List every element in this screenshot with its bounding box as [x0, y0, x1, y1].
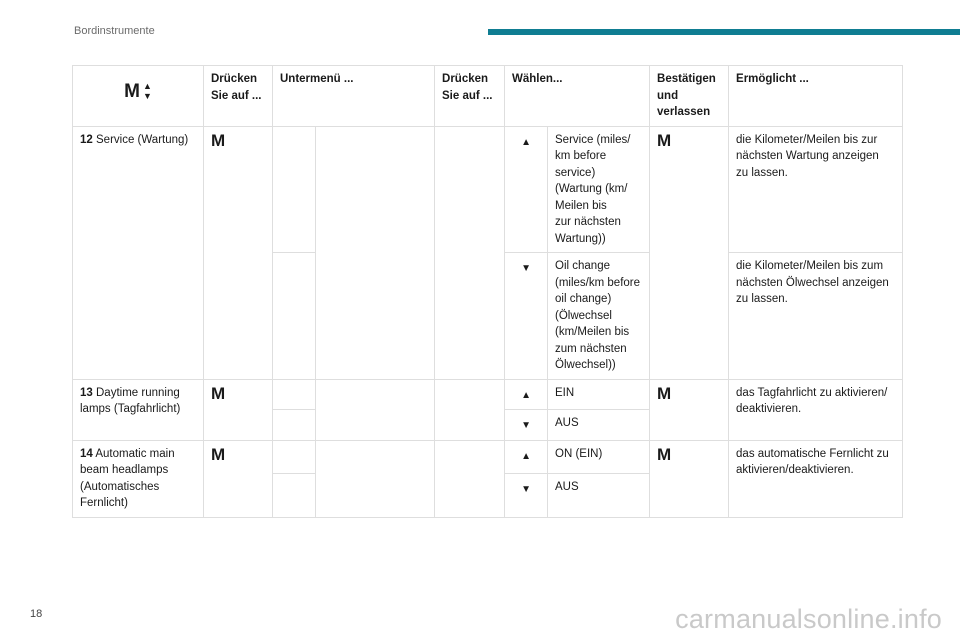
down-arrow-icon: ▼	[521, 420, 531, 431]
submenu-icon-cell	[273, 379, 316, 410]
watermark: carmanualsonline.info	[675, 604, 942, 634]
header-menu-icon-cell	[73, 66, 204, 127]
option-label: EIN	[548, 379, 650, 410]
column-header-press2: Drücken Sie auf ...	[435, 66, 505, 127]
column-header-select: Wählen...	[505, 66, 650, 127]
select-arrow-cell	[505, 474, 548, 517]
table-header-row	[73, 66, 903, 127]
column-header-confirm: Bestätigen und verlassen	[650, 66, 729, 127]
result-text: das automatische Fernlicht zu aktivieren/deaktivieren.	[729, 440, 903, 517]
table-row	[73, 379, 903, 410]
column-header-submenu: Untermenü ...	[273, 66, 435, 127]
m-button-icon: M	[211, 444, 226, 464]
up-arrow-icon: ▲	[521, 136, 531, 148]
option-label: ON (EIN)	[548, 440, 650, 474]
column-header-press1: Drücken Sie auf ...	[204, 66, 273, 127]
m-button-icon: M	[211, 130, 226, 150]
menu-item-label: Service (Wartung)	[96, 133, 189, 146]
select-arrow-cell	[505, 440, 548, 474]
submenu-cell	[316, 379, 435, 440]
press2-cell	[435, 440, 505, 517]
table-row	[73, 440, 903, 474]
option-label: AUS	[548, 474, 650, 517]
press-cell	[204, 440, 273, 517]
submenu-icon-cell	[273, 253, 316, 380]
settings-table	[72, 65, 903, 518]
result-text: die Kilometer/Meilen bis zum nächsten Ölwechsel anzeigen zu lassen.	[729, 253, 903, 380]
press2-cell	[435, 126, 505, 379]
confirm-cell	[650, 126, 729, 379]
result-text: das Tagfahrlicht zu aktivieren/ deaktivieren.	[729, 379, 903, 440]
menu-item-number: 12	[80, 133, 93, 146]
up-arrow-icon: ▲	[521, 389, 531, 401]
submenu-icon-cell	[273, 126, 316, 253]
submenu-cell	[316, 440, 435, 517]
option-label: AUS	[548, 410, 650, 441]
confirm-cell	[650, 440, 729, 517]
submenu-cell	[316, 126, 435, 379]
select-arrow-cell	[505, 126, 548, 253]
header-accent-bar	[488, 29, 960, 35]
page-number: 18	[30, 608, 43, 620]
m-button-icon: M	[657, 444, 672, 464]
menu-item-cell	[73, 379, 204, 440]
up-arrow-icon: ▲	[521, 450, 531, 462]
select-arrow-cell	[505, 253, 548, 380]
option-label: Service (miles/ km before service) (Wartung (km/ Meilen bis zur nächsten Wartung))	[548, 126, 650, 253]
menu-item-label: Automatic main beam headlamps (Automatisches Fernlicht)	[80, 447, 175, 509]
down-arrow-icon: ▼	[521, 484, 531, 496]
column-header-enables: Ermöglicht ...	[729, 66, 903, 127]
menu-item-label: Daytime running lamps (Tagfahrlicht)	[80, 386, 181, 415]
menu-item-number: 13	[80, 386, 93, 399]
down-arrow-icon: ▼	[521, 263, 531, 274]
m-button-icon: M	[124, 80, 140, 102]
menu-item-cell	[73, 126, 204, 379]
submenu-icon-cell	[273, 410, 316, 441]
press-cell	[204, 126, 273, 379]
m-button-icon: M	[657, 383, 672, 403]
header-section-title: Bordinstrumente	[74, 25, 155, 37]
submenu-icon-cell	[273, 440, 316, 474]
m-button-icon: M	[211, 383, 226, 403]
m-button-icon: M	[657, 130, 672, 150]
press-cell	[204, 379, 273, 440]
press2-cell	[435, 379, 505, 440]
submenu-icon-cell	[273, 474, 316, 517]
table-row	[73, 126, 903, 253]
select-arrow-cell	[505, 410, 548, 441]
menu-item-cell	[73, 440, 204, 517]
down-arrow-icon: ▼	[142, 91, 152, 101]
menu-item-number: 14	[80, 447, 93, 460]
result-text: die Kilometer/Meilen bis zur nächsten Wartung anzeigen zu lassen.	[729, 126, 903, 253]
option-label: Oil change (miles/km before oil change) (Ölwechsel (km/Meilen bis zum nächsten Ölwechsel))	[548, 253, 650, 380]
up-arrow-icon: ▲	[142, 81, 152, 91]
select-arrow-cell	[505, 379, 548, 410]
confirm-cell	[650, 379, 729, 440]
